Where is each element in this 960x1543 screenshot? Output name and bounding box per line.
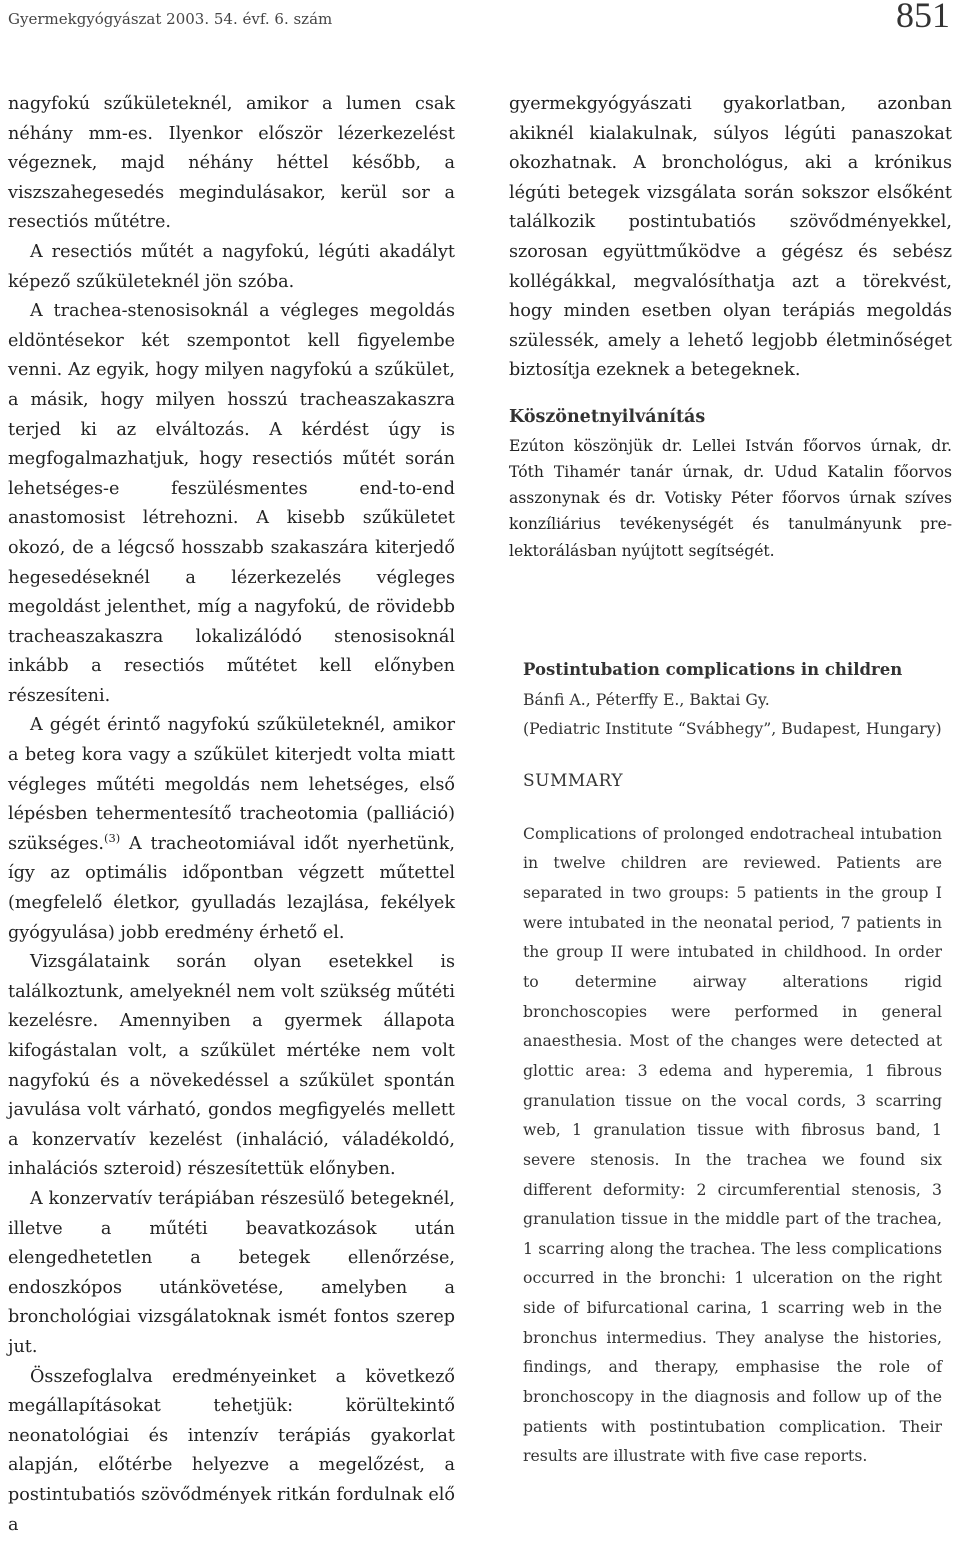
paragraph: nagyfokú szűkületeknél, amikor a lumen csak néhány mm-es. Ilyenkor először lézerkezelést végeznek, majd néhány héttel később, a viszszahegesedés megindulásakor, kerül sor a resectiós műtétre. — [8, 94, 455, 233]
paragraph — [8, 711, 455, 948]
acknowledgement-heading: Köszönetnyilvánítás — [509, 406, 706, 427]
paragraph: A trachea-stenosisoknál a végleges megoldás eldöntésekor két szempontot kell figyelembe venni. Az egyik, hogy milyen nagyfokú a szűkület, a másik, hogy milyen hosszú tracheaszakaszra terjed ki az elváltozás. A kérdést úgy is megfogalmazhatjuk, hogy resectiós műtét során lehetséges-e feszülésmentes end-to-end anastomosist létrehozni. A kisebb szűkületet okozó, de a légcső hosszabb szakaszára kiterjedő hegesedéseknél a lézerkezelés végleges megoldást jelenthet, míg a nagyfokú, de rövidebb tracheaszakaszra lokalizálódó stenosisoknál inkább a resectiós műtétet kell előnyben részesíteni. — [8, 301, 455, 706]
summary-authors: Bánfi A., Péterffy E., Baktai Gy. — [523, 689, 770, 709]
summary-text: Complications of prolonged endotracheal intubation in twelve children are reviewed. Patients are separated in two groups: 5 patients in the group I were intubated in the neonatal period, 7 patients in the group II were intubated in childhood. In order to determine airway alterations rigid bronchoscopies were performed in general anaesthesia. Most of the changes were detected at glottic area: 3 edema and hyperemia, 1 fibrous granulation tissue on the vocal cords, 3 scarring web, 1 granulation tissue with fibrosus band, 1 severe stenosis. In the trachea we found six different deformity: 2 circumferential stenosis, 3 granulation tissue in the middle part of the trachea, 1 scarring along the trachea. The less complications occurred in the bronchi: 1 ulceration on the right side of bifurcational carina, 1 scarring web in the bronchus intermedius. They analyse the histories, findings, and therapy, emphasise the role of bronchoscopy in the diagnosis and follow up of the patients with postintubation complication. Their results are illustrate with five case reports. — [523, 823, 942, 1466]
summary-title: Postintubation complications in children — [523, 660, 903, 679]
english-summary — [523, 655, 942, 1487]
paragraph: Összefoglalva eredményeinket a következő megállapításokat tehetjük: körültekintő neonatológiai és intenzív terápiás gyakorlat alapján, előtérbe helyezve a megelőzést, a postintubatiós szövődmények ritkán fordulnak elő a — [8, 1366, 455, 1535]
journal-citation: Gyermekgyógyászat 2003. 54. évf. 6. szám — [8, 10, 333, 28]
right-column — [509, 90, 952, 564]
acknowledgement-text: Ezúton köszönjük dr. Lellei István főorvos úrnak, dr. Tóth Tihamér tanár úrnak, dr. Udud Katalin főorvos asszonynak és dr. Votisky Péter főorvos úrnak szíves konzíliárius tevékenységét és tanulmányunk pre-lektorálásban nyújtott segítségét. — [509, 436, 952, 560]
summary-affiliation: (Pediatric Institute “Svábhegy”, Budapest, Hungary) — [523, 719, 942, 739]
paragraph: A konzervatív terápiában részesülő betegeknél, illetve a műtéti beavatkozások után elengedhetetlen a betegek ellenőrzése, endoszkópos utánkövetése, amelyben a bronchológiai vizsgálatoknak ismét fontos szerep jut. — [8, 1188, 455, 1357]
paragraph: A resectiós műtét a nagyfokú, légúti akadályt képező szűkületeknél jön szóba. — [8, 241, 455, 292]
summary-heading: SUMMARY — [523, 770, 624, 791]
paragraph-text: A gégét érintő nagyfokú szűkületeknél, amikor a beteg kora vagy a szűkület kiterjedt volta miatt végleges műtéti megoldás nem lehetséges, első lépésben tehermentesítő tracheotomia (palliáció) szükséges. — [8, 715, 455, 854]
left-column — [8, 90, 455, 1540]
paragraph-text: A tracheotomiával időt nyerhetünk, így az optimális időpontban végzett műtettel (megfelelő életkor, gyulladás lezajlása, fekélyek gyógyulása) jobb eredmény érhető el. — [8, 833, 455, 943]
page-header — [8, 0, 952, 44]
paragraph: Vizsgálataink során olyan esetekkel is találkoztunk, amelyeknél nem volt szükség műtéti kezelésre. Amennyiben a gyermek állapota kifogástalan volt, a szűkület mértéke nem volt nagyfokú és a növekedéssel a szűkület spontán javulása volt várható, gondos megfigyelés mellett a konzervatív kezelést (inhaláció, váladékoldó, inhalációs szteroid) részesítettük előnyben. — [8, 952, 455, 1180]
page-number: 851 — [896, 0, 950, 35]
paragraph: gyermekgyógyászati gyakorlatban, azonban akiknél kialakulnak, súlyos légúti panaszokat okozhatnak. A bronchológus, aki a krónikus légúti betegek vizsgálata során sokszor elsőként találkozik postintubatiós szövődményekkel, szorosan együttműködve a gégész és sebész kollégákkal, megvalósíthatja azt a törekvést, hogy minden esetben olyan terápiás megoldás szülessék, amely a lehető legjobb életminőséget biztosítja ezeknek a betegeknek. — [509, 94, 952, 381]
reference-marker: (3) — [104, 830, 121, 845]
